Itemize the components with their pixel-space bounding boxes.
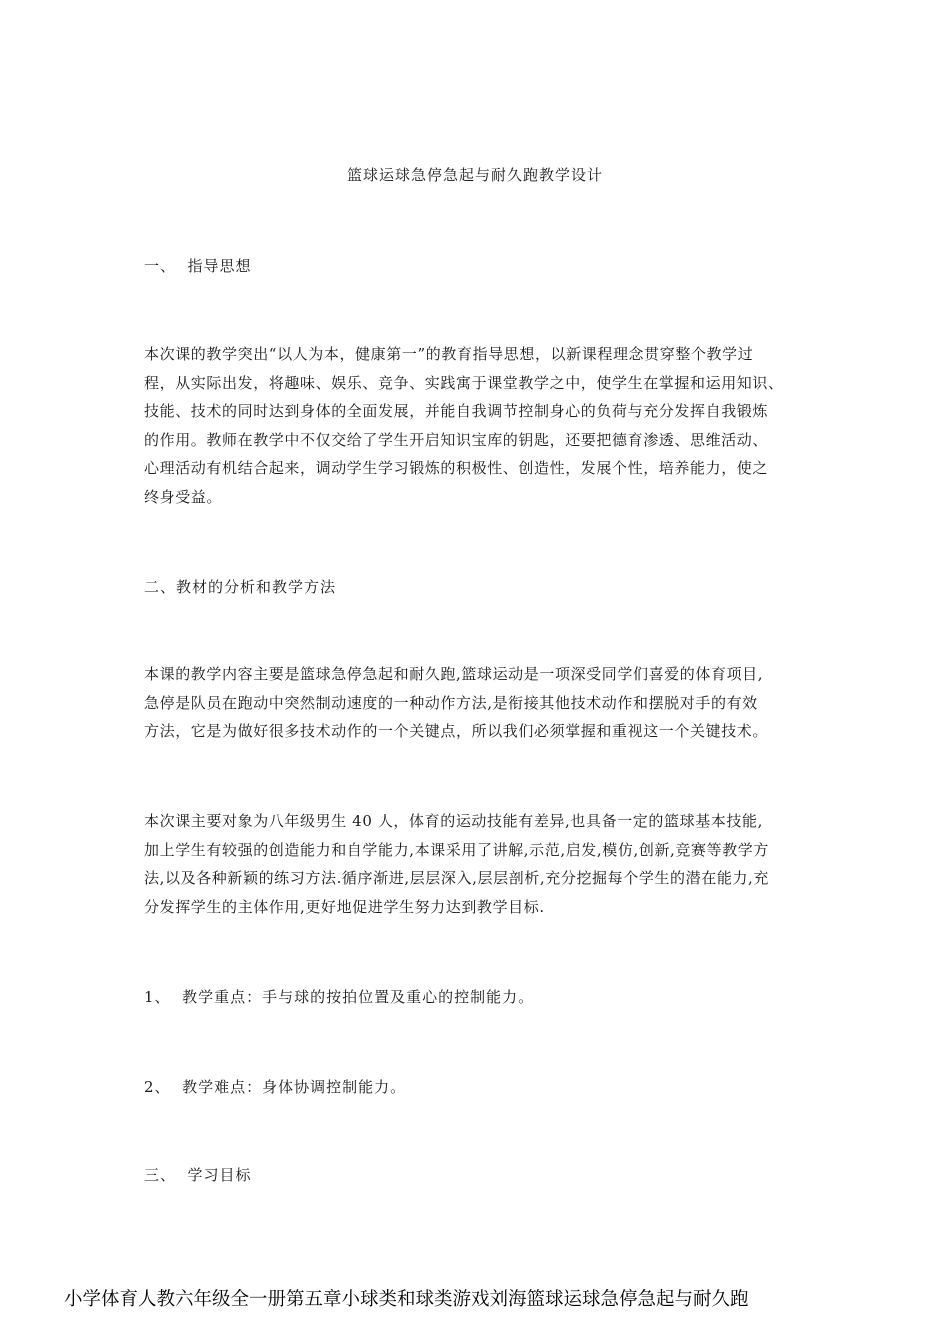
section-heading-learning-goals: 三、 学习目标 — [144, 1166, 252, 1184]
paragraph-line: 分发挥学生的主体作用,更好地促进学生努力达到教学目标. — [144, 897, 545, 916]
section-heading-material-analysis: 二、教材的分析和教学方法 — [144, 578, 337, 596]
paragraph-line: 本次课的教学突出“以人为本，健康第一”的教育指导思想，以新课程理念贯穿整个教学过 — [144, 345, 754, 363]
paragraph-guiding-ideology — [144, 340, 812, 512]
paragraph-teaching-method — [144, 807, 812, 921]
paragraph-line: 本次课主要对象为八年级男生 40 人，体育的运动技能有差异,也具备一定的篮球基本技能, — [144, 812, 763, 830]
paragraph-line: 法,以及各种新颖的练习方法.循序渐进,层层深入,层层剖析,充分挖掘每个学生的潜在能力,充 — [144, 869, 770, 888]
paragraph-line: 方法，它是为做好很多技术动作的一个关键点，所以我们必须掌握和重视这一个关键技术。 — [144, 722, 769, 741]
footer-caption: 小学体育人教六年级全一册第五章小球类和球类游戏刘海篮球运球急停急起与耐久跑 — [64, 1289, 749, 1310]
paragraph-line: 急停是队员在跑动中突然制动速度的一种动作方法,是衔接其他技术动作和摆脱对手的有效 — [144, 693, 758, 712]
paragraph-material-content — [144, 660, 812, 746]
document-title: 篮球运球急停急起与耐久跑教学设计 — [346, 166, 603, 184]
paragraph-line: 技能、技术的同时达到身体的全面发展，并能自我调节控制身心的负荷与充分发挥自我锻炼 — [144, 402, 769, 421]
paragraph-line: 程，从实际出发，将趣味、娱乐、竞争、实践寓于课堂教学之中，使学生在掌握和运用知识、 — [144, 373, 784, 392]
paragraph-line: 终身受益。 — [144, 487, 223, 506]
paragraph-line: 本课的教学内容主要是篮球急停急起和耐久跑,篮球运动是一项深受同学们喜爱的体育项目, — [144, 665, 764, 683]
paragraph-line: 心理活动有机结合起来，调动学生学习锻炼的积极性、创造性，发展个性，培养能力，使之 — [144, 459, 769, 478]
teaching-key-point: 1、 教学重点：手与球的按拍位置及重心的控制能力。 — [144, 988, 535, 1006]
paragraph-line: 加上学生有较强的创造能力和自学能力,本课采用了讲解,示范,启发,模仿,创新,竞赛等教学方 — [144, 840, 770, 859]
teaching-difficulty: 2、 教学难点：身体协调控制能力。 — [144, 1078, 407, 1096]
section-heading-guiding-ideology: 一、 指导思想 — [144, 257, 252, 275]
paragraph-line: 的作用。教师在教学中不仅交给了学生开启知识宝库的钥匙，还要把德育渗透、思维活动、 — [144, 430, 769, 449]
